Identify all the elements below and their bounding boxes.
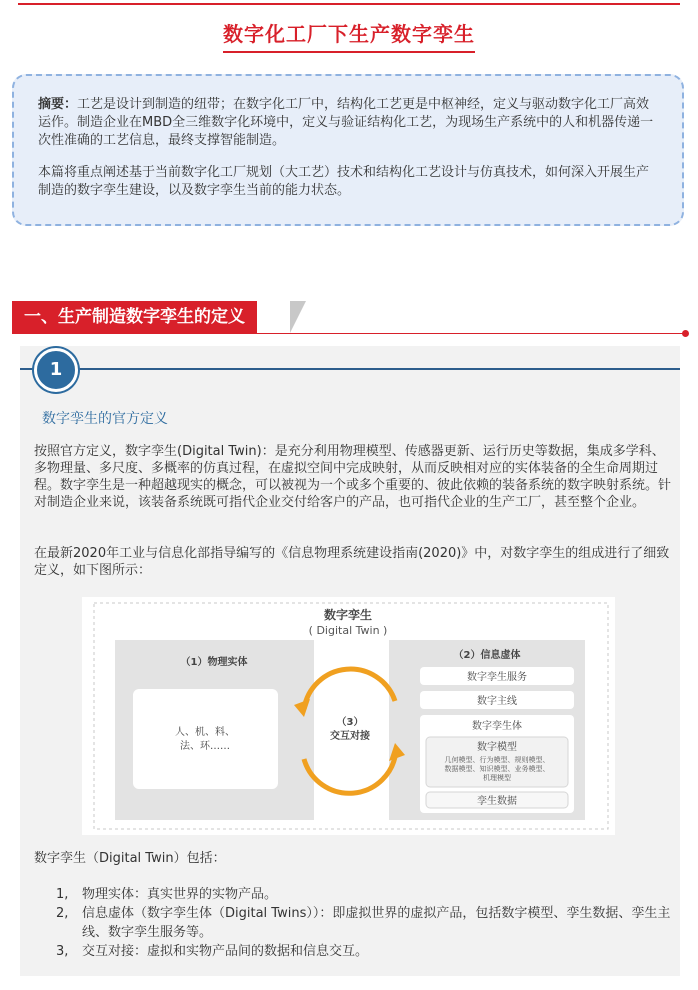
digital-model-line-1: 几何模型、行为模型、规则模型、 xyxy=(444,756,550,764)
physical-entity-content-box xyxy=(133,689,278,789)
components-intro: 数字孪生（Digital Twin）包括： xyxy=(34,851,226,866)
list-item xyxy=(34,942,674,961)
list-item-text: 信息虚体（数字孪生体（Digital Twins））：即虚拟世界的虚拟产品，包括数字模型、孪生数据、孪生主线、数字孪生服务等。 xyxy=(82,906,671,940)
section-rule xyxy=(12,333,684,334)
list-item xyxy=(34,904,674,942)
top-rule xyxy=(18,3,680,5)
subsection-title: 数字孪生的官方定义 xyxy=(42,411,168,427)
definition-paragraph: 按照官方定义，数字孪生(Digital Twin)：是充分利用物理模型、传感器更新、运行历史等数据，集成多学科、多物理量、多尺度、多概率的仿真过程，在虚拟空间中完成映射，从而反映相对应的实体装备的全生命周期过程。数字孪生是一种超越现实的概念，可以被视为一个或多个重要的、彼此依赖的装备系统的数字映射系统。针对制造企业来说，该装备系统既可指代企业交付给客户的产品，也可指代企业的生产工厂，甚至整个企业。 xyxy=(34,444,672,510)
twin-service-label: 数字孪生服务 xyxy=(467,672,527,683)
list-item-text: 物理实体：真实世界的实物产品。 xyxy=(82,887,278,902)
list-item-text: 交互对接：虚拟和实物产品间的数据和信息交互。 xyxy=(82,944,369,959)
interaction-label-1: （3） xyxy=(336,717,364,728)
abstract-box xyxy=(12,74,684,226)
list-item-number: 1, xyxy=(56,887,69,902)
interaction-label-2: 交互对接 xyxy=(330,731,370,742)
abstract-para-1 xyxy=(38,96,658,150)
list-item-number: 3, xyxy=(56,944,69,959)
virtual-entity-label: （2）信息虚体 xyxy=(453,650,521,661)
components-list xyxy=(34,885,674,961)
guide-paragraph: 在最新2020年工业与信息化部指导编写的《信息物理系统建设指南(2020)》中，对数字孪生的组成进行了细致定义，如下图所示： xyxy=(34,546,670,578)
physical-entity-line-2: 法、环…… xyxy=(180,741,230,752)
list-item xyxy=(34,885,674,904)
section-number-badge: 1 xyxy=(34,348,78,392)
interaction-arc-top xyxy=(304,669,395,709)
physical-entity-line-1: 人、机、料、 xyxy=(175,727,235,738)
abstract-para-2: 本篇将重点阐述基于当前数字化工厂规划（大工艺）技术和结构化工艺设计与仿真技术，如何深入开展生产制造的数字孪生建设，以及数字孪生当前的能力状态。 xyxy=(38,165,650,198)
section-heading: 一、生产制造数字孪生的定义 xyxy=(12,301,257,333)
digital-model-line-3: 机理模型 xyxy=(483,774,511,782)
figure-subtitle: ( Digital Twin ) xyxy=(308,624,388,637)
digital-twin-figure xyxy=(82,597,615,835)
twin-data-label: 孪生数据 xyxy=(477,796,517,807)
digital-model-line-2: 数据模型、知识模型、业务模型、 xyxy=(444,765,550,773)
digital-twin-label: 数字孪生体 xyxy=(472,721,522,732)
digital-twin-diagram xyxy=(82,597,615,835)
section-heading-tail xyxy=(290,301,306,333)
list-item-number: 2, xyxy=(56,906,69,921)
physical-entity-label: （1）物理实体 xyxy=(180,657,248,668)
digital-model-title: 数字模型 xyxy=(477,742,517,753)
figure-title: 数字孪生 xyxy=(323,608,373,622)
interaction-arc-bottom xyxy=(304,751,396,793)
number-rule xyxy=(20,368,680,370)
section-rule-dot xyxy=(682,330,689,337)
title-wrap xyxy=(0,18,698,53)
abstract-label: 摘要： xyxy=(38,97,78,112)
digital-thread-label: 数字主线 xyxy=(477,696,517,707)
abstract-text-1: 工艺是设计到制造的纽带；在数字化工厂中，结构化工艺更是中枢神经，定义与驱动数字化工厂高效运作。制造企业在MBD全三维数字化环境中，定义与验证结构化工艺，为现场生产系统中的人和机器传递一次性准确的工艺信息，最终支撑智能制造。 xyxy=(38,97,654,148)
page-title: 数字化工厂下生产数字孪生 xyxy=(223,18,475,53)
